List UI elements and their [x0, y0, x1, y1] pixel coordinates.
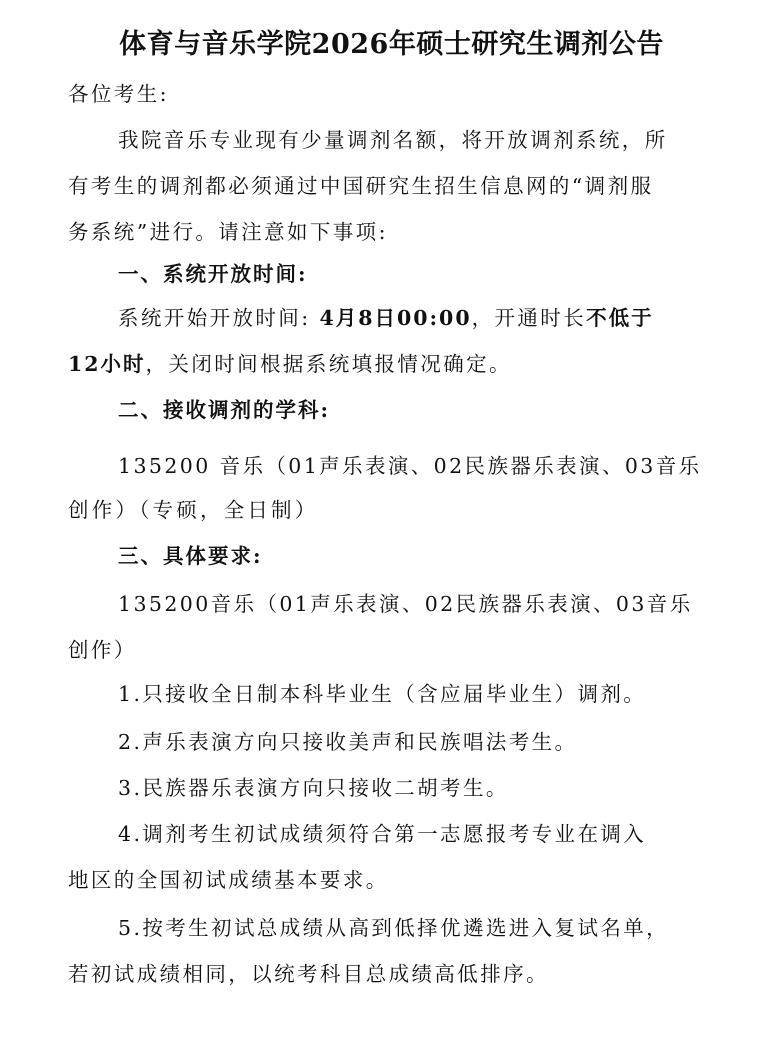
section-3-line-2: 创作） — [68, 638, 137, 662]
intro-line-3: 务系统”进行。请注意如下事项: — [68, 220, 388, 244]
salutation: 各位考生: — [68, 82, 169, 106]
section-2-line-2: 创作）（专硕，全日制） — [68, 498, 319, 522]
section-3-heading: 三、具体要求: — [118, 544, 263, 568]
section-2-heading: 二、接收调剂的学科: — [118, 398, 331, 422]
open-duration-emphasis: 不低于 — [586, 306, 654, 330]
section-3-line-1: 135200音乐（01声乐表演、02民族器乐表演、03音乐 — [118, 592, 693, 616]
close-time-note: ，关闭时间根据系统填报情况确定。 — [145, 352, 512, 376]
open-time-mid: ，开通时长 — [471, 306, 587, 330]
section-1-heading: 一、系统开放时间: — [118, 262, 308, 286]
requirement-item-1: 1.只接收全日制本科毕业生（含应届毕业生）调剂。 — [118, 682, 647, 706]
section-1-line-1 — [118, 304, 654, 332]
intro-line-1: 我院音乐专业现有少量调剂名额，将开放调剂系统，所 — [118, 128, 668, 152]
open-duration-value: 12小时 — [68, 352, 146, 376]
requirement-item-4-line-1: 4.调剂考生初试成绩须符合第一志愿报考专业在调入 — [118, 822, 647, 846]
section-2-line-1: 135200 音乐（01声乐表演、02民族器乐表演、03音乐 — [118, 454, 702, 478]
requirement-item-4-line-2: 地区的全国初试成绩基本要求。 — [68, 868, 389, 892]
section-1-line-2 — [68, 350, 512, 378]
requirement-item-5-line-2: 若初试成绩相同，以统考科目总成绩高低排序。 — [68, 962, 549, 986]
requirement-item-2: 2.声乐表演方向只接收美声和民族唱法考生。 — [118, 730, 578, 754]
open-time-value: 4月8日00:00 — [319, 306, 472, 330]
document-title: 体育与音乐学院2026年硕士研究生调剂公告 — [119, 29, 664, 60]
requirement-item-5-line-1: 5.按考生初试总成绩从高到低择优遴选进入复试名单， — [118, 916, 670, 940]
requirement-item-3: 3.民族器乐表演方向只接收二胡考生。 — [118, 776, 509, 800]
open-time-prefix: 系统开始开放时间: — [118, 306, 320, 330]
intro-line-2: 有考生的调剂都必须通过中国研究生招生信息网的“调剂服 — [68, 174, 654, 198]
